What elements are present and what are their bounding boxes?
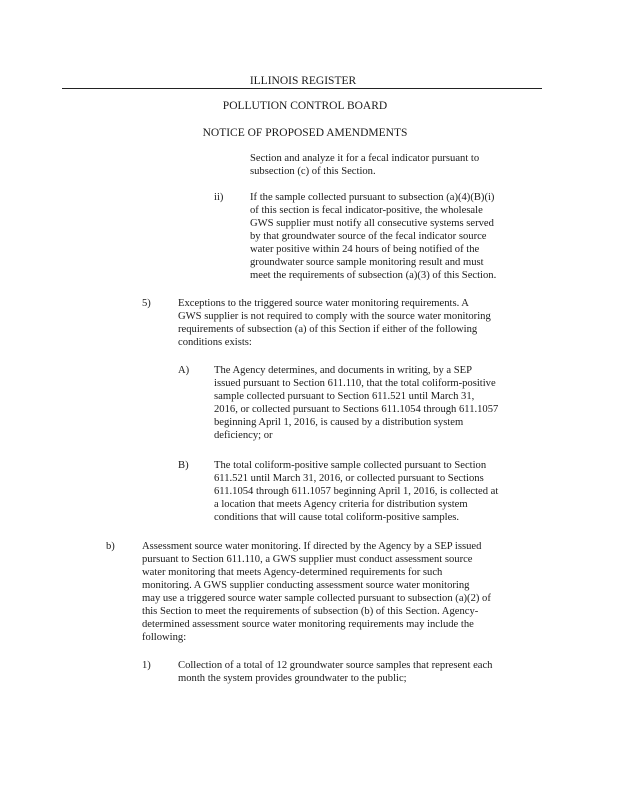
item-label-B: B) xyxy=(178,460,189,471)
pB-line: a location that meets Agency criteria for distribution system xyxy=(214,499,468,510)
pB-line: 611.521 until March 31, 2016, or collected pursuant to Sections xyxy=(214,473,484,484)
item-label-1: 1) xyxy=(142,660,151,671)
p5-line: requirements of subsection (a) of this Section if either of the following xyxy=(178,324,478,335)
pA-line: deficiency; or xyxy=(214,430,273,441)
pb-line: water monitoring that meets Agency-determined requirements for such xyxy=(142,567,443,578)
pA-line: The Agency determines, and documents in writing, by a SEP xyxy=(214,365,473,376)
board-title: POLLUTION CONTROL BOARD xyxy=(222,100,388,112)
ii-line: of this section is fecal indicator-positive, the wholesale xyxy=(250,205,483,216)
pB-line: The total coliform-positive sample collected pursuant to Section xyxy=(214,460,487,471)
p5-line: conditions exists: xyxy=(178,337,252,348)
header-rule xyxy=(62,88,542,89)
cont-line: Section and analyze it for a fecal indicator pursuant to xyxy=(250,153,480,164)
notice-title: NOTICE OF PROPOSED AMENDMENTS xyxy=(202,127,408,139)
register-title: ILLINOIS REGISTER xyxy=(249,75,357,87)
pb-line: this Section to meet the requirements of subsection (b) of this Section. Agency- xyxy=(142,606,479,617)
item-label-A: A) xyxy=(178,365,190,376)
pA-line: issued pursuant to Section 611.110, that the total coliform-positive xyxy=(214,378,496,389)
item-label-b: b) xyxy=(106,541,115,552)
ii-line: by that groundwater source of the fecal indicator source xyxy=(250,231,487,242)
ii-line: water positive within 24 hours of being notified of the xyxy=(250,244,480,255)
pb-line: monitoring. A GWS supplier conducting assessment source water monitoring xyxy=(142,580,470,591)
p5-line: Exceptions to the triggered source water monitoring requirements. A xyxy=(178,298,469,309)
p1-line: Collection of a total of 12 groundwater source samples that represent each xyxy=(178,660,493,671)
ii-line: If the sample collected pursuant to subsection (a)(4)(B)(i) xyxy=(250,192,495,203)
pb-line: determined assessment source water monitoring requirements may include the xyxy=(142,619,474,630)
item-label-5: 5) xyxy=(142,298,151,309)
pB-line: conditions that will cause total coliform-positive samples. xyxy=(214,512,460,523)
pb-line: Assessment source water monitoring. If directed by the Agency by a SEP issued xyxy=(142,541,482,552)
pA-line: sample collected pursuant to Section 611.521 until March 31, xyxy=(214,391,475,402)
pb-line: pursuant to Section 611.110, a GWS supplier must conduct assessment source xyxy=(142,554,473,565)
ii-line: meet the requirements of subsection (a)(3) of this Section. xyxy=(250,270,497,281)
pB-line: 611.1054 through 611.1057 beginning April 1, 2016, is collected at xyxy=(214,486,499,497)
p1-line: month the system provides groundwater to the public; xyxy=(178,673,407,684)
p5-line: GWS supplier is not required to comply with the source water monitoring xyxy=(178,311,491,322)
ii-line: GWS supplier must notify all consecutive systems served xyxy=(250,218,494,229)
pb-line: following: xyxy=(142,632,187,643)
pb-line: may use a triggered source water sample collected pursuant to subsection (a)(2) of xyxy=(142,593,491,604)
pA-line: beginning April 1, 2016, is caused by a distribution system xyxy=(214,417,464,428)
ii-line: groundwater source sample monitoring result and must xyxy=(250,257,484,268)
cont-line: subsection (c) of this Section. xyxy=(250,166,376,177)
item-label-ii: ii) xyxy=(214,192,224,203)
pA-line: 2016, or collected pursuant to Sections 611.1054 through 611.1057 xyxy=(214,404,499,415)
